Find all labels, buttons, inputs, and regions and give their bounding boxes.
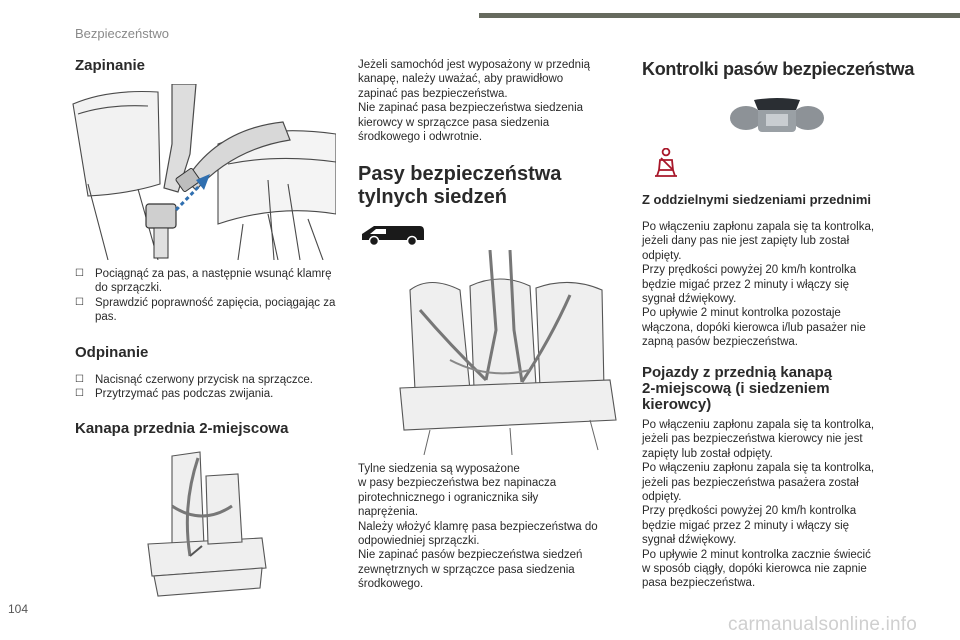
unfastening-step-1: ☐ Nacisnąć czerwony przycisk na sprzączce.: [75, 374, 313, 386]
rear-belts-heading: Pasy bezpieczeństwa tylnych siedzeń: [358, 163, 562, 208]
checkbox-icon: ☐: [75, 268, 84, 279]
watermark: carmanualsonline.info: [728, 614, 918, 635]
unfastening-step-2: ☐ Przytrzymać pas podczas zwijania.: [75, 388, 274, 401]
checkbox-icon: ☐: [75, 296, 84, 308]
bench-heading: Kanapa przednia 2-miejscowa: [75, 420, 289, 437]
fastening-heading: Zapinanie: [75, 57, 146, 74]
page-number: 104: [8, 602, 29, 616]
fastening-bullets: [75, 267, 343, 325]
checkbox-icon: ☐: [75, 374, 84, 385]
fastening-step-1: ☐ Pociągnąć za pas, a następnie wsunąć klamrę do sprzączki.: [75, 268, 332, 295]
rear-seats-illustration: [390, 250, 620, 455]
fastening-illustration: [68, 84, 336, 260]
instrument-panel-icon: [728, 96, 826, 138]
rear-belts-text: Tylne siedzenia są wyposażone w pasy bezpieczeństwa bez napinacza pirotechnicznego i ogranicznika siły naprężenia. Należy włożyć klamrę pasa bezpieczeństwa do odpowiedniej sprzączki. Nie zapinać pasów bezpieczeństwa siedzeń zewnętrznych w sprzączce pasa siedzenia środkowego.: [358, 463, 598, 591]
unfastening-heading: Odpinanie: [75, 344, 149, 361]
separate-seats-text: Po włączeniu zapłonu zapala się ta kontrolka, jeżeli dany pas nie jest zapięty lub został odpięty. Przy prędkości powyżej 20 km/h kontrolka będzie migać przez 2 minuty i włączy się sygnał dźwiękowy. Po upływie 2 minut kontrolka pozostaje włączona, dopóki kierowca i/lub pasażer nie zapną pasów bezpieczeństwa.: [642, 221, 875, 349]
seatbelt-warning-icon: [653, 148, 679, 178]
bench-vehicles-heading: Pojazdy z przednią kanapą 2-miejscową (i siedzeniem kierowcy): [642, 364, 833, 413]
front-bench-illustration: [142, 446, 270, 606]
fastening-step-2: ☐ Sprawdzić poprawność zapięcia, pociągając za pas.: [75, 296, 336, 324]
warning-lamps-heading: Kontrolki pasów bezpieczeństwa: [642, 59, 915, 79]
header-bar: [479, 13, 960, 18]
checkbox-icon: ☐: [75, 388, 84, 400]
bench-intro-text: Jeżeli samochód jest wyposażony w przednią kanapę, należy uważać, aby prawidłowo zapinać pas bezpieczeństwa. Nie zapinać pasa bezpieczeństwa siedzenia kierowcy w sprzączce pasa siedzenia środkowego i odwrotnie.: [358, 59, 591, 144]
unfastening-bullets: [75, 373, 343, 402]
van-icon: [360, 222, 426, 246]
bench-vehicles-text: Po włączeniu zapłonu zapala się ta kontrolka, jeżeli pas bezpieczeństwa kierowcy nie jest zapięty lub został odpięty. Po włączeniu zapłonu zapala się ta kontrolka, jeżeli pas bezpieczeństwa pasażera został odpięty. Przy prędkości powyżej 20 km/h kontrolka będzie migać przez 2 minuty i włączy się sygnał dźwiękowy. Po upływie 2 minut kontrolka zacznie świecić w sposób ciągły, dopóki kierowca nie zapnie pasa bezpieczeństwa.: [642, 419, 875, 590]
section-title: Bezpieczeństwo: [75, 26, 169, 41]
separate-seats-heading: Z oddzielnymi siedzeniami przednimi: [642, 192, 871, 207]
